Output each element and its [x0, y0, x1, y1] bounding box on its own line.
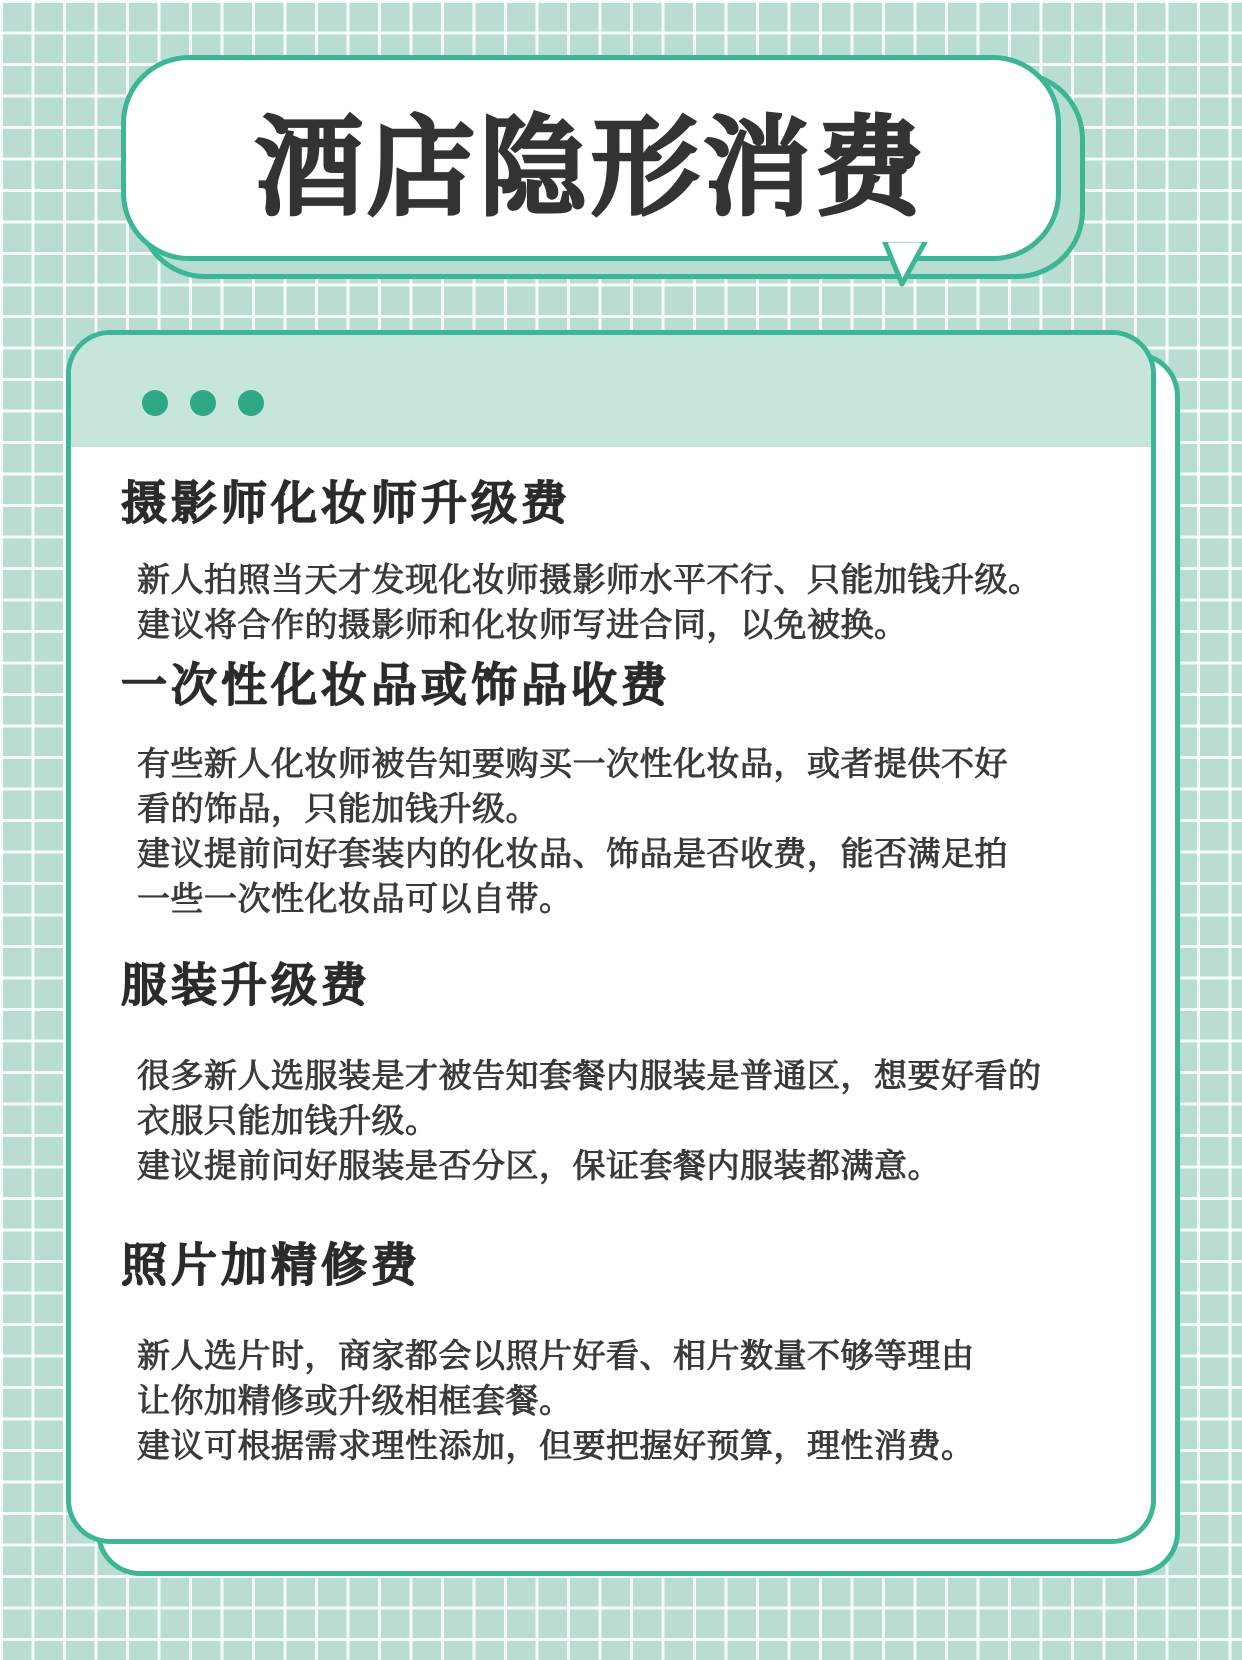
section-text	[137, 1053, 1131, 1188]
window-dot-icon	[190, 390, 216, 416]
text-line: 衣服只能加钱升级。	[137, 1101, 439, 1140]
section-text	[137, 1333, 1131, 1468]
text-line: 新人拍照当天才发现化妆师摄影师水平不行、只能加钱升级。	[137, 560, 1042, 599]
text-line: 让你加精修或升级相框套餐。	[137, 1381, 573, 1420]
section-text	[137, 741, 1131, 921]
text-line: 一些一次性化妆品可以自带。	[137, 879, 573, 918]
text-line: 有些新人化妆师被告知要购买一次性化妆品，或者提供不好	[137, 744, 1008, 783]
text-line: 建议提前问好服装是否分区，保证套餐内服装都满意。	[137, 1146, 941, 1185]
card-header	[71, 335, 1151, 447]
text-line: 很多新人选服装是才被告知套餐内服装是普通区，想要好看的	[137, 1056, 1042, 1095]
window-dot-icon	[238, 390, 264, 416]
section-heading: 服装升级费	[121, 958, 371, 1012]
section-clothing-upgrade	[121, 957, 1131, 1188]
section-disposable-cosmetics	[121, 657, 1131, 921]
section-photo-retouch	[121, 1237, 1131, 1468]
section-heading: 照片加精修费	[121, 1238, 421, 1292]
window-dots	[142, 390, 264, 416]
text-line: 建议可根据需求理性添加，但要把握好预算，理性消费。	[137, 1426, 975, 1465]
text-line: 建议将合作的摄影师和化妆师写进合同，以免被换。	[137, 605, 908, 644]
text-line: 看的饰品，只能加钱升级。	[137, 789, 539, 828]
section-heading: 摄影师化妆师升级费	[121, 476, 571, 530]
section-photographer-upgrade	[121, 475, 1131, 647]
text-line: 新人选片时，商家都会以照片好看、相片数量不够等理由	[137, 1336, 975, 1375]
content-card	[66, 330, 1156, 1544]
window-dot-icon	[142, 390, 168, 416]
text-line: 建议提前问好套装内的化妆品、饰品是否收费，能否满足拍	[137, 834, 1008, 873]
section-heading: 一次性化妆品或饰品收费	[121, 658, 671, 712]
section-text	[137, 557, 1131, 647]
page-title: 酒店隐形消费	[254, 105, 927, 231]
